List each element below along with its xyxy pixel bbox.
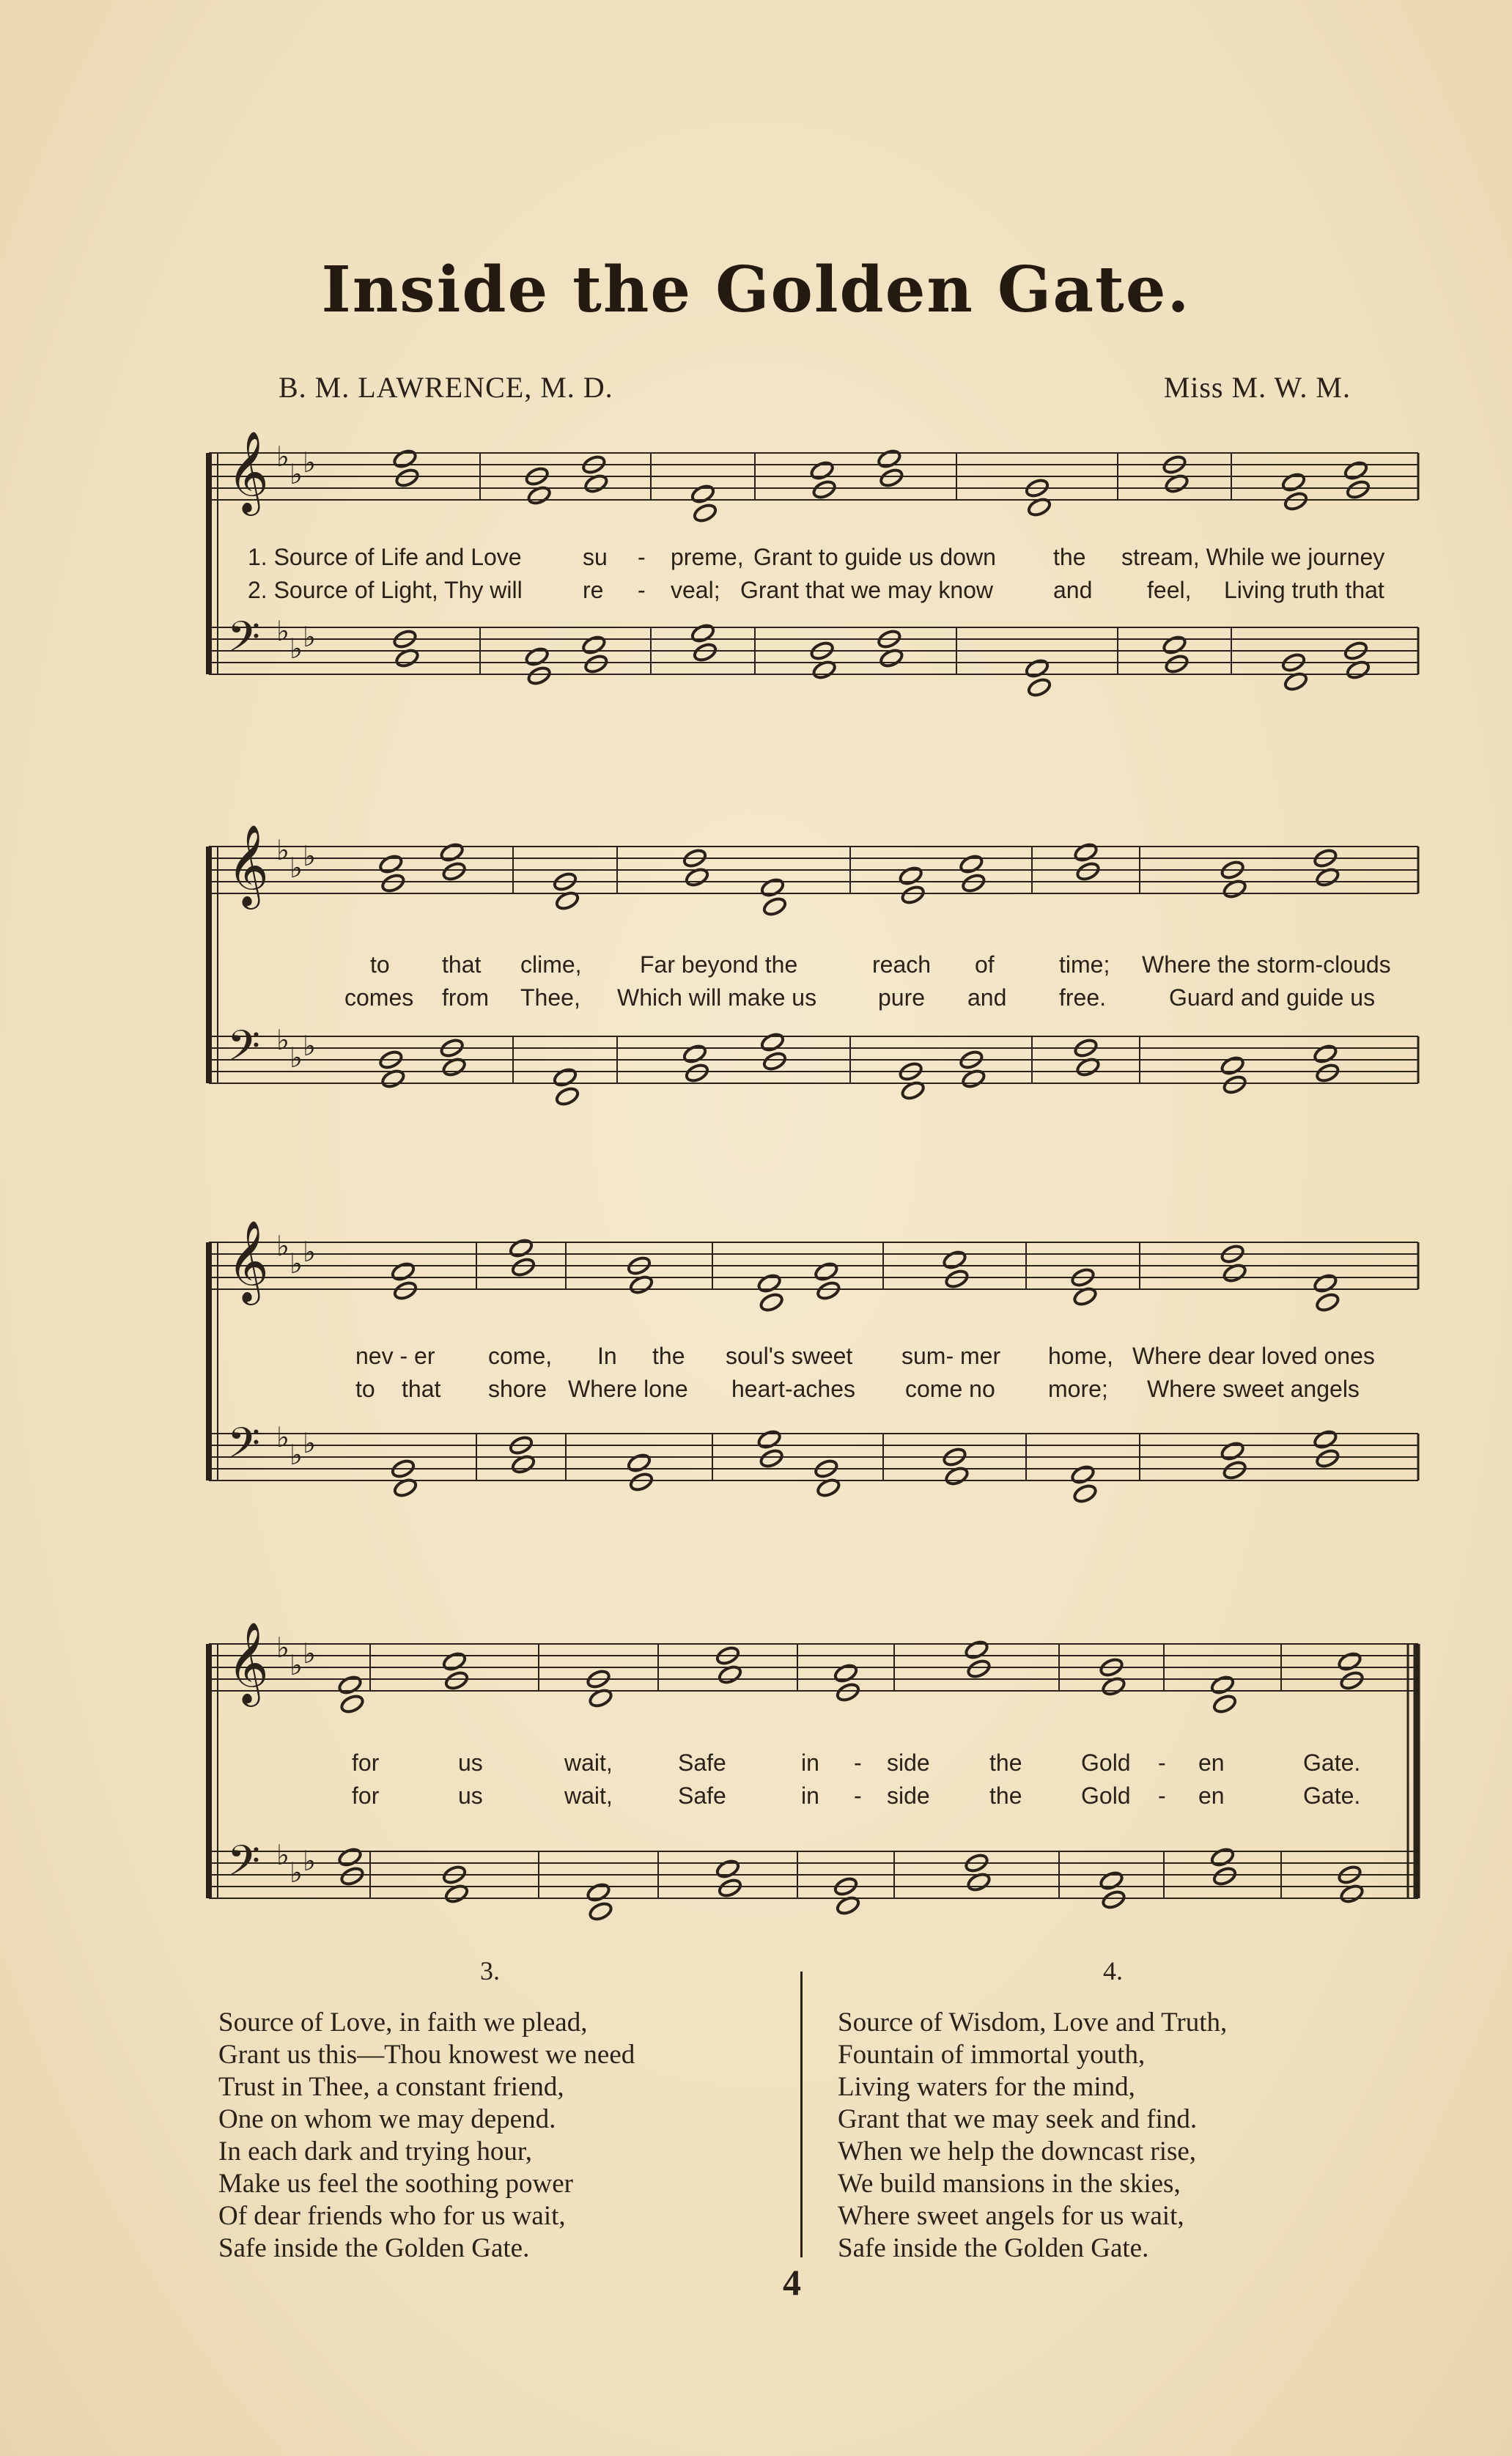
lyric: In (597, 1343, 617, 1369)
half-note (391, 1261, 416, 1283)
half-note (1212, 1866, 1238, 1887)
half-note (1343, 460, 1369, 482)
lyric: soul's sweet (726, 1343, 853, 1369)
lyric: Where dear loved ones (1132, 1343, 1375, 1369)
verse-line: Fountain of immortal youth, (838, 2040, 1146, 2070)
verse-line: Grant us this—Thou knowest we need (218, 2040, 635, 2070)
half-note (1315, 1063, 1340, 1084)
system-4-verse-2 (0, 1782, 1512, 1819)
half-note (524, 646, 550, 668)
half-note (1339, 1670, 1365, 1692)
lyric: us (458, 1782, 483, 1809)
half-note (900, 885, 926, 906)
lyric: and (967, 984, 1007, 1011)
flat-sign: ♭ (290, 1649, 303, 1681)
verse-line: Living waters for the mind, (838, 2072, 1135, 2102)
system-1-verse-2 (0, 577, 1512, 613)
flat-sign: ♭ (303, 1236, 316, 1268)
half-note (1313, 1273, 1338, 1294)
half-note (1313, 1044, 1338, 1065)
lyric: the (652, 1343, 685, 1369)
half-note (762, 896, 788, 918)
half-note (959, 854, 984, 875)
half-note (1315, 1448, 1340, 1469)
flat-sign: ♭ (290, 1247, 303, 1280)
half-note (1162, 635, 1187, 656)
half-note (1220, 1441, 1245, 1462)
half-note (555, 1086, 580, 1107)
lyric: for (352, 1749, 380, 1776)
verse-line: Of dear friends who for us wait, (218, 2201, 566, 2231)
lyric: Which will make us (617, 984, 817, 1011)
flat-sign: ♭ (290, 852, 303, 884)
half-note (586, 1882, 611, 1903)
lyric: to (355, 1376, 375, 1402)
verse-line: Make us feel the soothing power (218, 2169, 573, 2199)
lyric: - (638, 577, 646, 603)
verse-3 (218, 2007, 635, 2265)
verse-line: Where sweet angels for us wait, (838, 2201, 1184, 2231)
lyric: reach (872, 951, 932, 978)
lyric: veal; (671, 577, 720, 603)
lyric: Gate. (1303, 1749, 1361, 1776)
lyric: of (975, 951, 995, 978)
lyric: Grant that we may know (740, 577, 994, 603)
lyric: to (370, 951, 390, 978)
treble-clef: 𝄞 (227, 1621, 269, 1703)
half-note (760, 877, 786, 899)
half-note (809, 460, 835, 482)
half-note (816, 1280, 841, 1302)
lyric: that (402, 1376, 441, 1402)
system-2-verse-2 (0, 984, 1512, 1021)
lyric: - (1158, 1782, 1166, 1809)
lyric: more; (1048, 1376, 1108, 1402)
flat-sign: ♭ (303, 1637, 316, 1670)
verse-divider (800, 1972, 803, 2257)
half-note (1346, 479, 1371, 501)
half-note (690, 623, 716, 644)
author-credit: Miss M. W. M. (1163, 371, 1351, 404)
lyric: Where sweet angels (1147, 1376, 1360, 1402)
half-note (378, 854, 404, 875)
half-note (1027, 677, 1052, 698)
lyric: Far beyond the (640, 951, 798, 978)
half-note (833, 1663, 859, 1684)
flat-sign: ♭ (276, 1839, 290, 1871)
flat-sign: ♭ (290, 633, 303, 665)
lyric: the (1053, 544, 1086, 570)
verse-line: One on whom we may depend. (218, 2104, 556, 2134)
half-note (756, 1273, 782, 1294)
half-note (877, 449, 902, 470)
verse-4-number: 4. (1103, 1956, 1123, 1985)
half-note (629, 1472, 654, 1493)
lyric: comes (344, 984, 414, 1011)
half-note (553, 1067, 578, 1088)
verse-4 (838, 2007, 1227, 2265)
half-note (1075, 861, 1101, 882)
bass-clef: 𝄢 (227, 1021, 261, 1081)
half-note (1281, 472, 1307, 493)
bass-clef: 𝄢 (227, 612, 261, 672)
system-2-verse-1 (0, 951, 1512, 988)
lyric: 2. Source of Light, Thy will (248, 577, 523, 603)
half-note (685, 1063, 710, 1084)
half-note (966, 1659, 992, 1680)
lyric: Thee, (520, 984, 580, 1011)
verse-line: Safe inside the Golden Gate. (838, 2233, 1149, 2263)
treble-clef: 𝄞 (227, 1220, 269, 1302)
lyric: Where the storm-clouds (1142, 951, 1391, 978)
half-note (836, 1682, 861, 1703)
half-note (1210, 1675, 1236, 1696)
lyric: in (801, 1782, 819, 1809)
flat-sign: ♭ (276, 1024, 290, 1056)
lyric: Safe (678, 1782, 726, 1809)
half-note (444, 1670, 470, 1692)
half-note (715, 1859, 741, 1880)
half-note (393, 1280, 418, 1302)
half-note (439, 842, 465, 863)
verse-line: We build mansions in the skies, (838, 2169, 1181, 2199)
bass-clef: 𝄢 (227, 1418, 261, 1478)
half-note (337, 1675, 363, 1696)
verse-line: Source of Love, in faith we plead, (218, 2007, 588, 2038)
half-note (1313, 1429, 1338, 1450)
half-note (1101, 1889, 1126, 1911)
verse-3-number: 3. (480, 1956, 500, 1985)
half-note (879, 468, 904, 489)
flat-sign: ♭ (290, 1856, 303, 1889)
lyric: re (583, 577, 604, 603)
half-note (380, 873, 406, 894)
half-note (693, 642, 718, 663)
lyric: and (1053, 577, 1093, 603)
flat-sign: ♭ (303, 446, 316, 479)
lyric: the (989, 1782, 1022, 1809)
lyric: side (887, 1782, 930, 1809)
half-note (509, 1238, 534, 1259)
system-1-verse-1 (0, 544, 1512, 580)
half-note (1070, 1464, 1096, 1486)
bass-clef: 𝄢 (227, 1836, 261, 1896)
composer-credit: B. M. LAWRENCE, M. D. (279, 371, 613, 404)
hymn-title: Inside the Golden Gate. (321, 253, 1191, 327)
half-note (339, 1866, 365, 1887)
lyric: come, (488, 1343, 553, 1369)
lyric: side (887, 1749, 930, 1776)
half-note (1222, 1460, 1247, 1481)
flat-sign: ♭ (276, 1421, 290, 1453)
lyric: clime, (520, 951, 582, 978)
flat-sign: ♭ (303, 621, 316, 653)
system-3-verse-1 (0, 1343, 1512, 1379)
lyric: free. (1059, 984, 1107, 1011)
half-note (392, 449, 418, 470)
flat-sign: ♭ (303, 840, 316, 872)
half-note (339, 1694, 365, 1715)
half-note (583, 654, 609, 675)
flat-sign: ♭ (303, 1845, 316, 1877)
lyric: from (442, 984, 489, 1011)
half-note (1073, 842, 1099, 863)
half-note (1164, 654, 1190, 675)
half-note (964, 1640, 989, 1661)
lyric: sum- mer (901, 1343, 1001, 1369)
lyric: Grant to guide us down (753, 544, 996, 570)
lyric: heart-aches (731, 1376, 855, 1402)
flat-sign: ♭ (276, 440, 290, 473)
lyric: Gold (1081, 1782, 1131, 1809)
lyric: wait, (564, 1782, 613, 1809)
treble-clef: 𝄞 (227, 430, 269, 512)
lyric: en (1198, 1749, 1225, 1776)
flat-sign: ♭ (290, 1439, 303, 1471)
lyric: nev - er (355, 1343, 435, 1369)
half-note (337, 1847, 363, 1868)
half-note (1283, 491, 1309, 512)
lyric: wait, (564, 1749, 613, 1776)
verse-line: Grant that we may seek and find. (838, 2104, 1198, 2134)
half-note (1222, 1074, 1247, 1096)
half-note (1072, 1483, 1098, 1505)
half-note (756, 1429, 782, 1450)
half-note (394, 468, 420, 489)
lyric: preme, (671, 544, 744, 570)
half-note (1025, 658, 1050, 679)
flat-sign: ♭ (276, 1631, 290, 1664)
lyric: Gold (1081, 1749, 1131, 1776)
flat-sign: ♭ (290, 458, 303, 490)
half-note (682, 1044, 708, 1065)
half-note (1212, 1694, 1238, 1715)
lyric: - (854, 1782, 862, 1809)
system-4-verse-1 (0, 1749, 1512, 1786)
half-note (690, 484, 716, 505)
lyric: the (989, 1749, 1022, 1776)
half-note (1337, 1651, 1362, 1673)
verse-line: Safe inside the Golden Gate. (218, 2233, 530, 2263)
half-note (759, 1292, 784, 1313)
half-note (961, 873, 987, 894)
lyric: - (638, 544, 646, 570)
half-note (1220, 1055, 1245, 1077)
lyric: 1. Source of Life and Love (248, 544, 522, 570)
lyric: come no (905, 1376, 995, 1402)
half-note (944, 1269, 970, 1290)
lyric: Living truth that (1224, 577, 1384, 603)
lyric: that (442, 951, 482, 978)
verse-line: Trust in Thee, a constant friend, (218, 2072, 564, 2102)
lyric: su (583, 544, 608, 570)
lyric: Where lone (568, 1376, 688, 1402)
flat-sign: ♭ (303, 1427, 316, 1459)
flat-sign: ♭ (276, 615, 290, 647)
half-note (1315, 1292, 1340, 1313)
lyric: shore (488, 1376, 547, 1402)
flat-sign: ♭ (303, 1030, 316, 1062)
flat-sign: ♭ (276, 834, 290, 866)
verse-line: When we help the downcast rise, (838, 2136, 1197, 2166)
half-note (588, 1901, 613, 1922)
half-note (811, 479, 837, 501)
half-note (526, 665, 552, 687)
half-note (1099, 1870, 1124, 1892)
lyric: - (1158, 1749, 1166, 1776)
half-note (759, 1448, 784, 1469)
lyric: Guard and guide us (1169, 984, 1376, 1011)
half-note (442, 1651, 468, 1673)
lyric: en (1198, 1782, 1225, 1809)
lyric: pure (878, 984, 926, 1011)
lyric: in (801, 1749, 819, 1776)
page-number: 4 (783, 2262, 801, 2303)
lyric: - (854, 1749, 862, 1776)
half-note (760, 1032, 786, 1053)
lyric: feel, (1147, 577, 1192, 603)
half-note (627, 1453, 652, 1474)
lyric: stream, While we journey (1121, 544, 1385, 570)
half-note (942, 1250, 967, 1271)
verse-line: In each dark and trying hour, (218, 2136, 532, 2166)
lyric: for (352, 1782, 380, 1809)
half-note (718, 1878, 743, 1899)
half-note (581, 635, 607, 656)
lyric: time; (1059, 951, 1110, 978)
treble-clef: 𝄞 (227, 824, 269, 906)
flat-sign: ♭ (276, 1230, 290, 1262)
system-3-verse-2 (0, 1376, 1512, 1412)
half-note (441, 861, 467, 882)
lyric: home, (1048, 1343, 1113, 1369)
half-note (511, 1257, 536, 1278)
lyric: Gate. (1303, 1782, 1361, 1809)
half-note (762, 1051, 788, 1072)
verse-line: Source of Wisdom, Love and Truth, (838, 2007, 1228, 2038)
flat-sign: ♭ (290, 1041, 303, 1074)
lyric: Safe (678, 1749, 726, 1776)
half-note (898, 866, 923, 887)
half-note (1210, 1847, 1236, 1868)
half-note (814, 1261, 839, 1283)
lyric: us (458, 1749, 483, 1776)
half-note (693, 503, 718, 524)
